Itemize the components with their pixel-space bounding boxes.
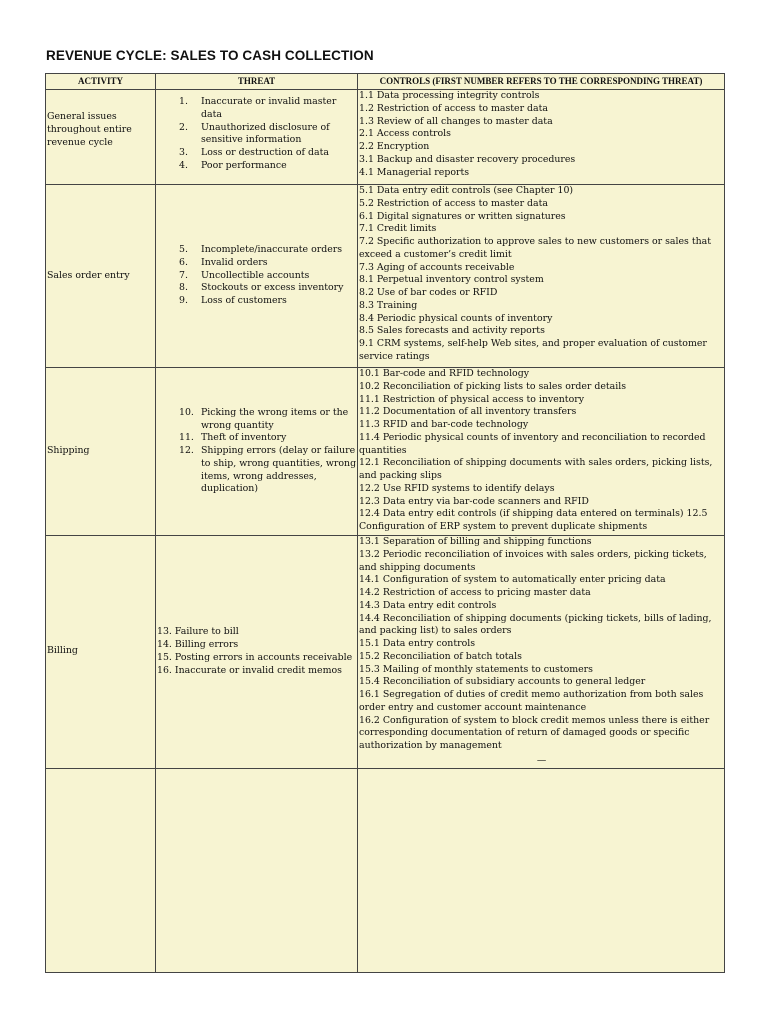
activity-label: Sales order entry (47, 269, 130, 281)
list-item: 12.3 Data entry via bar-code scanners and RFID (359, 495, 589, 507)
list-item: 3. Loss or destruction of data (179, 147, 329, 158)
threat-list (157, 407, 357, 496)
list-item: 13.2 Periodic reconciliation of invoices with sales orders, picking tickets, and shipping documents (359, 548, 707, 573)
empty-cell (156, 768, 358, 972)
threat-cell (156, 368, 358, 536)
list-item: 6. Invalid orders (179, 256, 268, 268)
activity-cell (46, 368, 156, 536)
list-item: 13. Failure to bill (157, 626, 239, 638)
list-item: 14. Billing errors (157, 639, 239, 650)
list-item: 15.1 Data entry controls (359, 638, 476, 649)
trailing-dash: — (536, 754, 547, 766)
list-item: 7. Uncollectible accounts (179, 269, 310, 281)
list-item: 10.2 Reconciliation of picking lists to sales order details (359, 380, 627, 392)
list-item: 1. Inaccurate or invalid master data (179, 96, 337, 120)
list-item: 1.3 Review of all changes to master data (359, 115, 553, 127)
threat-list (157, 244, 357, 308)
table-row (46, 536, 725, 769)
activity-label: General issues throughout entire revenue cycle (47, 111, 132, 148)
list-item: 2.2 Encryption (359, 141, 430, 152)
activity-label: Shipping (47, 445, 90, 457)
list-item: 15. Posting errors in accounts receivable (157, 651, 353, 663)
list-item: 13.1 Separation of billing and shipping functions (359, 536, 592, 547)
list-item: 12.1 Reconciliation of shipping documents with sales orders, picking lists, and packing slips (359, 457, 713, 481)
list-item: 15.3 Mailing of monthly statements to customers (359, 663, 593, 675)
list-item: 12.4 Data entry edit controls (if shipping data entered on terminals) 12.5 Configuration of ERP system to prevent duplicate shipments (359, 508, 708, 532)
list-item: 14.1 Configuration of system to automatically enter pricing data (359, 574, 666, 586)
empty-cell (358, 768, 725, 972)
list-item: 8.4 Periodic physical counts of inventory (359, 312, 553, 324)
header-activity: ACTIVITY (46, 74, 156, 90)
list-item: 2. Unauthorized disclosure of sensitive information (179, 121, 330, 146)
controls-cell (358, 536, 725, 769)
controls-cell (358, 90, 725, 185)
list-item: 1.2 Restriction of access to master data (359, 102, 548, 114)
list-item: 9.1 CRM systems, self-help Web sites, and proper evaluation of customer service ratings (359, 338, 707, 362)
list-item: 8.1 Perpetual inventory control system (359, 274, 544, 286)
controls-list (359, 368, 724, 534)
header-controls: CONTROLS (FIRST NUMBER REFERS TO THE CORRESPONDING THREAT) (358, 74, 725, 90)
list-item: 11.1 Restriction of physical access to inventory (359, 393, 584, 405)
revenue-cycle-table (45, 73, 725, 973)
list-item: 16.2 Configuration of system to block credit memos unless there is either corresponding documentation of return of damaged goods or specific authorization by management (359, 714, 710, 751)
page-title: REVENUE CYCLE: SALES TO CASH COLLECTION (46, 48, 374, 63)
list-item: 15.2 Reconciliation of batch totals (359, 650, 522, 662)
header-threat: THREAT (156, 74, 358, 90)
threat-list (157, 626, 357, 677)
list-item: 5.1 Data entry edit controls (see Chapter 10) (359, 185, 574, 196)
list-item: 8. Stockouts or excess inventory (179, 282, 344, 294)
threat-cell (156, 185, 358, 368)
list-item: 10.1 Bar-code and RFID technology (359, 368, 530, 379)
list-item: 7.3 Aging of accounts receivable (359, 261, 515, 273)
controls-list (359, 90, 724, 179)
activity-cell (46, 185, 156, 368)
list-item: 7.1 Credit limits (359, 223, 437, 235)
list-item: 7.2 Specific authorization to approve sales to new customers or sales that exceed a customer’s credit limit (359, 236, 711, 260)
controls-list (359, 536, 724, 753)
threat-list (157, 96, 357, 173)
list-item: 11.4 Periodic physical counts of inventory and reconciliation to recorded quantities (359, 431, 706, 456)
list-item: 14.3 Data entry edit controls (359, 599, 497, 611)
controls-cell (358, 368, 725, 536)
empty-cell (46, 768, 156, 972)
list-item: 10. Picking the wrong items or the wrong quantity (179, 406, 349, 431)
list-item: 12.2 Use RFID systems to identify delays (359, 482, 555, 494)
threat-cell (156, 90, 358, 185)
table-row (46, 90, 725, 185)
list-item: 11. Theft of inventory (179, 432, 287, 444)
list-item: 8.2 Use of bar codes or RFID (359, 287, 498, 298)
threat-cell (156, 536, 358, 769)
list-item: 9. Loss of customers (179, 295, 287, 307)
table-row (46, 185, 725, 368)
list-item: 2.1 Access controls (359, 128, 451, 140)
activity-label: Billing (47, 645, 78, 657)
list-item: 8.3 Training (359, 299, 418, 311)
controls-list (359, 185, 724, 364)
activity-cell (46, 90, 156, 185)
list-item: 1.1 Data processing integrity controls (359, 90, 540, 101)
list-item: 14.4 Reconciliation of shipping documents (picking tickets, bills of lading, and packing list) to sales orders (359, 612, 712, 637)
list-item: 3.1 Backup and disaster recovery procedures (359, 153, 576, 165)
list-item: 16. Inaccurate or invalid credit memos (157, 664, 342, 676)
table-row (46, 368, 725, 536)
table-row-empty (46, 768, 725, 972)
list-item: 11.2 Documentation of all inventory transfers (359, 406, 577, 418)
activity-cell (46, 536, 156, 769)
table-header-row (46, 74, 725, 90)
list-item: 14.2 Restriction of access to pricing master data (359, 587, 591, 598)
list-item: 15.4 Reconciliation of subsidiary accounts to general ledger (359, 676, 646, 688)
list-item: 8.5 Sales forecasts and activity reports (359, 325, 545, 337)
list-item: 4. Poor performance (179, 159, 287, 171)
list-item: 5.2 Restriction of access to master data (359, 197, 548, 209)
list-item: 6.1 Digital signatures or written signatures (359, 210, 566, 222)
list-item: 12. Shipping errors (delay or failure to ship, wrong quantities, wrong items, wrong addresses, duplication) (179, 445, 357, 495)
list-item: 16.1 Segregation of duties of credit memo authorization from both sales order entry and customer account maintenance (359, 689, 704, 713)
list-item: 4.1 Managerial reports (359, 166, 470, 178)
list-item: 11.3 RFID and bar-code technology (359, 419, 529, 430)
list-item: 5. Incomplete/inaccurate orders (179, 244, 343, 256)
controls-cell (358, 185, 725, 368)
